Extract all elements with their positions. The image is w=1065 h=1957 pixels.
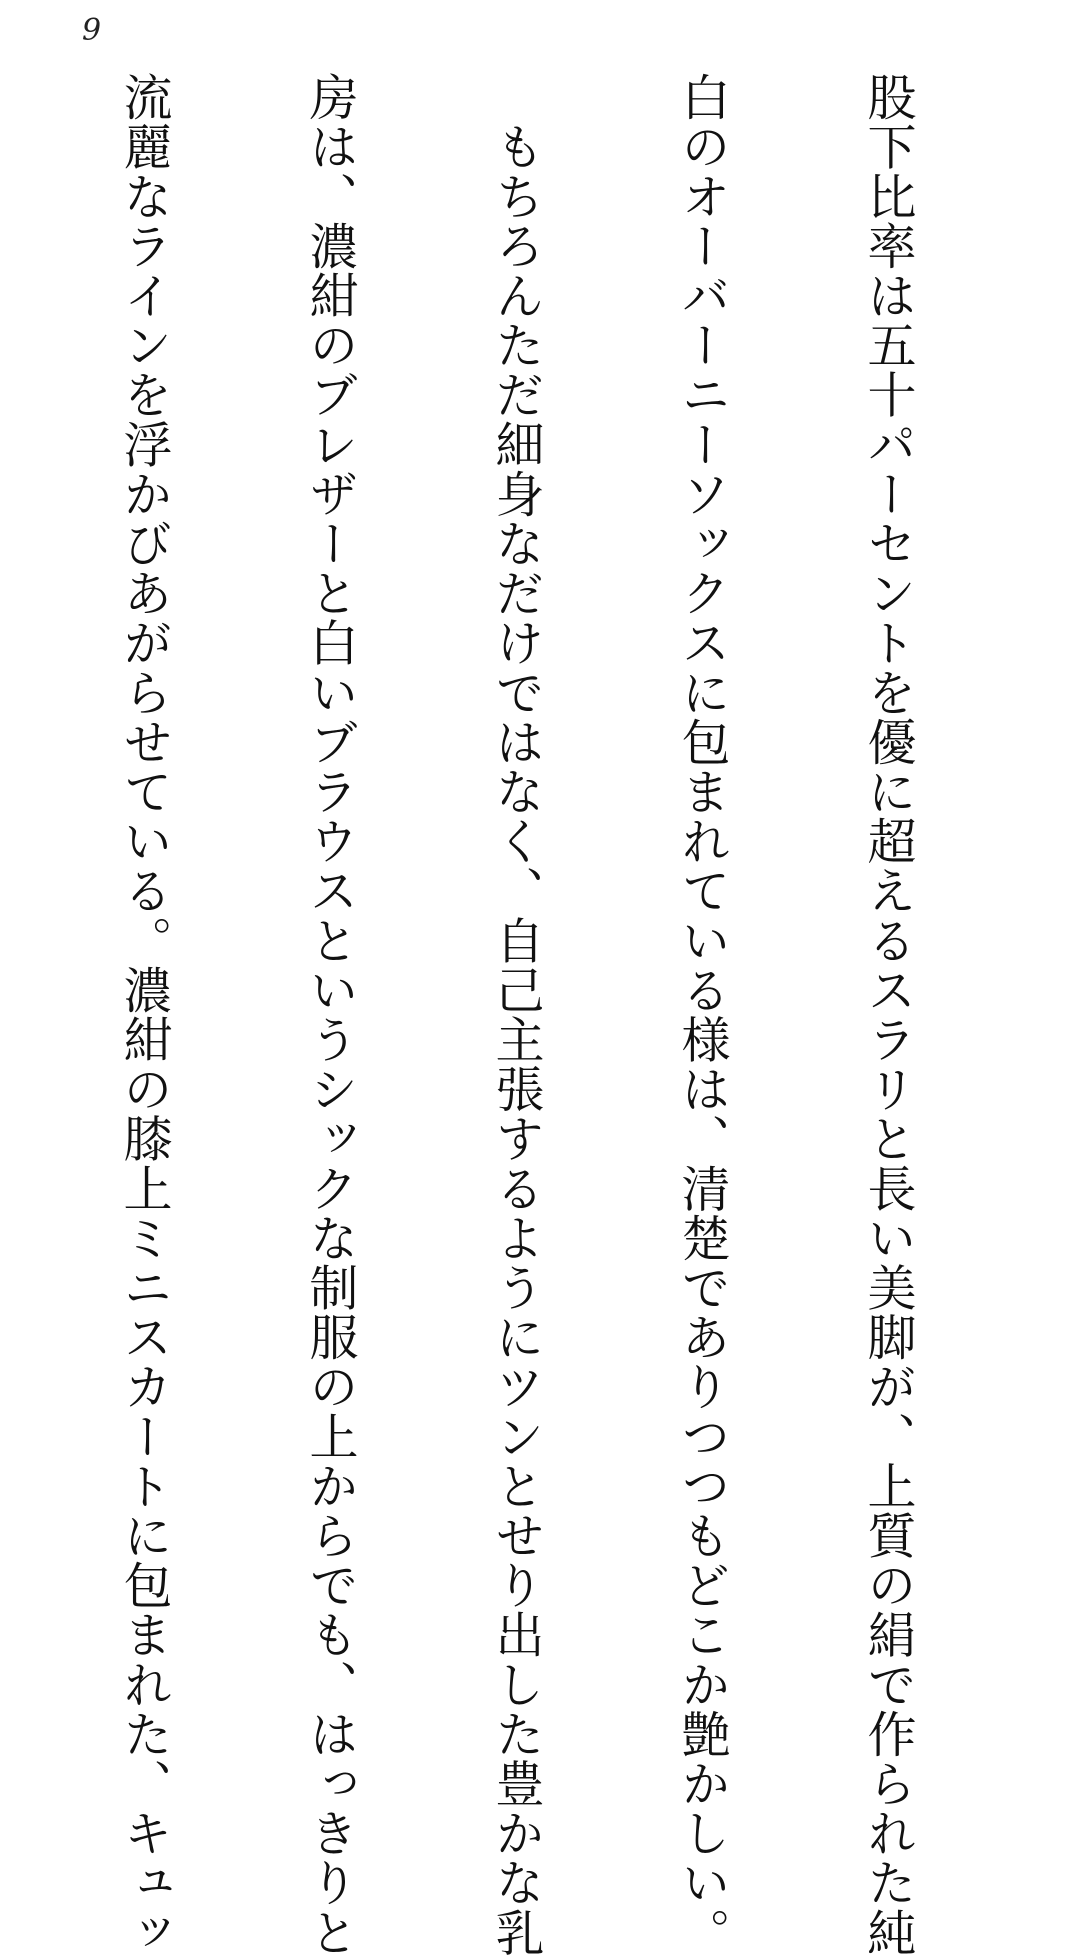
text-line: もちろんただ細身なだけではなく、自己主張するようにツンとせり出した豊かな乳 [488, 72, 545, 1957]
text-line: 房は、濃紺のブレザーと白いブラウスというシックな制服の上からでも、はっきりと [302, 72, 359, 1957]
text-line: 股下比率は五十パーセントを優に超えるスラリと長い美脚が、上質の絹で作られた純 [860, 72, 917, 1957]
body-text [0, 72, 1043, 1957]
text-line: 流麗なラインを浮かびあがらせている。濃紺の膝上ミニスカートに包まれた、キュッ [116, 72, 173, 1957]
page-number: 9 [82, 13, 102, 48]
text-line: 白のオーバーニーソックスに包まれている様は、清楚でありつつもどこか艶かしい。 [674, 72, 731, 1957]
